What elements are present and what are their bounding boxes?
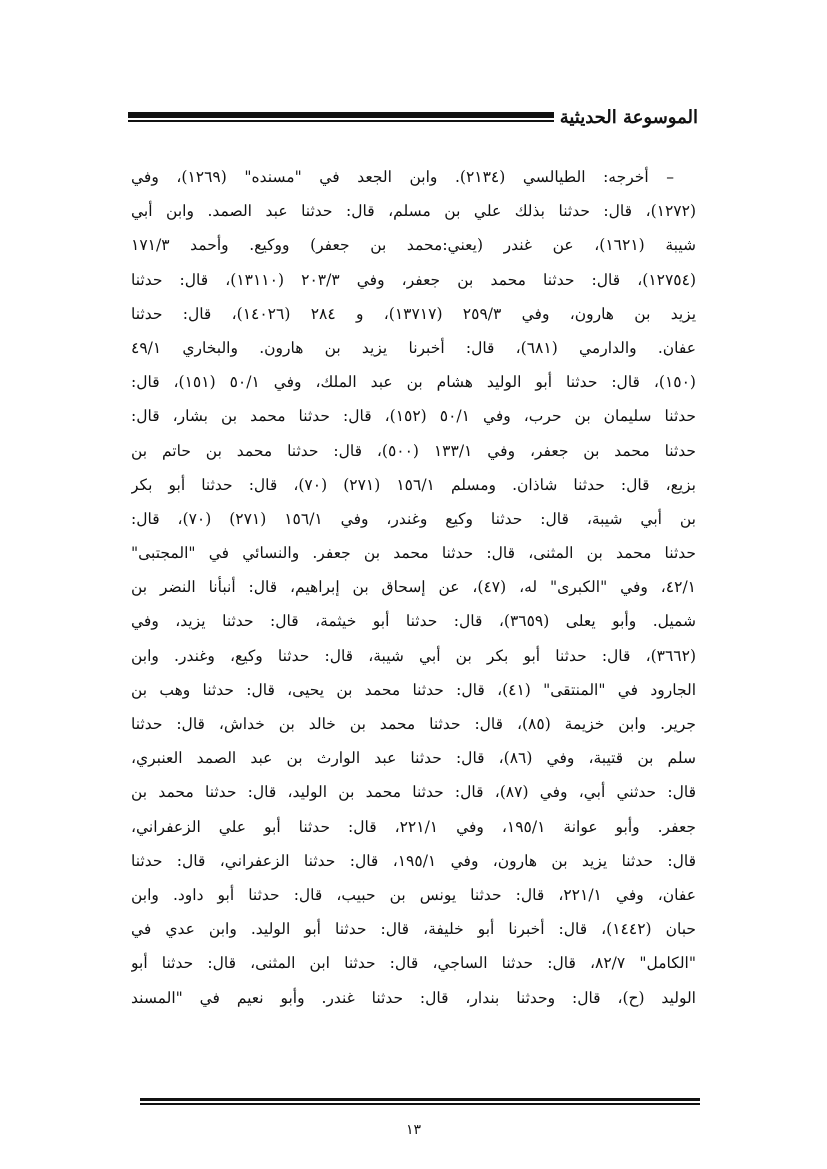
text-line: قال: حدثني أبي، وفي (٨٧)، قال: حدثنا محمد بن الوليد، قال: حدثنا محمد بن — [131, 783, 696, 802]
running-header — [128, 103, 698, 133]
text-line: (١٢٧٢)، قال: حدثنا بذلك علي بن مسلم، قال: حدثنا عبد الصمد. وابن أبي — [131, 202, 696, 221]
text-line: شيبة (١٦٢١)، عن غندر (يعني:محمد بن جعفر) ووكيع. وأحمد ١٧١/٣ — [131, 236, 696, 255]
text-line: بزيع، قال: حدثنا شاذان. ومسلم ١٥٦/١ (٢٧١) (٧٠)، قال: حدثنا أبو بكر — [131, 475, 696, 494]
text-line: ٤٢/١، وفي "الكبرى" له، (٤٧)، عن إسحاق بن إبراهيم، قال: أنبأنا النضر بن — [131, 578, 696, 597]
text-line: (٣٦٦٢)، قال: حدثنا أبو بكر بن أبي شيبة، قال: حدثنا وكيع، وغندر. وابن — [131, 646, 696, 665]
text-line: سلم بن قتيبة، وفي (٨٦)، قال: حدثنا عبد الوارث بن عبد الصمد العنبري، — [131, 749, 696, 768]
footer-rule-thin — [140, 1103, 700, 1105]
text-line: حدثنا سليمان بن حرب، وفي ٥٠/١ (١٥٢)، قال: حدثنا محمد بن بشار، قال: — [131, 407, 696, 426]
text-line: عفان، وفي ٢٢١/١، قال: حدثنا يونس بن حبيب، قال: حدثنا أبو داود. وابن — [131, 885, 696, 904]
body-text — [131, 160, 696, 1015]
text-line: (١٥٠)، قال: حدثنا أبو الوليد هشام بن عبد الملك، وفي ٥٠/١ (١٥١)، قال: — [131, 373, 696, 392]
header-title: الموسوعة الحديثية — [554, 103, 698, 133]
text-line: الجارود في "المنتقى" (٤١)، قال: حدثنا محمد بن يحيى، قال: حدثنا وهب بن — [131, 680, 696, 699]
footer-rule — [140, 1098, 700, 1106]
text-line: شميل. وأبو يعلى (٣٦٥٩)، قال: حدثنا أبو خيثمة، قال: حدثنا يزيد، وفي — [131, 612, 696, 631]
page-number: ١٣ — [405, 1122, 422, 1138]
text-line: حبان (١٤٤٢)، قال: أخبرنا أبو خليفة، قال: حدثنا أبو الوليد. وابن عدي في — [131, 920, 696, 939]
text-line: جرير. وابن خزيمة (٨٥)، قال: حدثنا محمد بن خالد بن خداش، قال: حدثنا — [131, 715, 696, 733]
text-line: "الكامل" ٨٢/٧، قال: حدثنا الساجي، قال: حدثنا ابن المثنى، قال: حدثنا أبو — [131, 954, 696, 973]
text-line: يزيد بن هارون، وفي ٢٥٩/٣ (١٣٧١٧)، و ٢٨٤ (١٤٠٢٦)، قال: حدثنا — [131, 304, 696, 323]
text-line: قال: حدثنا يزيد بن هارون، وفي ١٩٥/١، قال: حدثنا الزعفراني، قال: حدثنا — [131, 851, 696, 870]
text-line: الوليد (ح)، قال: وحدثنا بندار، قال: حدثنا غندر. وأبو نعيم في "المسند — [131, 988, 696, 1007]
text-line: عفان. والدارمي (٦٨١)، قال: أخبرنا يزيد بن هارون. والبخاري ٤٩/١ — [131, 338, 696, 357]
text-line: حدثنا محمد بن جعفر، وفي ١٣٣/١ (٥٠٠)، قال: حدثنا محمد بن حاتم بن — [131, 441, 696, 460]
text-line: (١٢٧٥٤)، قال: حدثنا محمد بن جعفر، وفي ٢٠٣/٣ (١٣١١٠)، قال: حدثنا — [131, 270, 696, 289]
footer-rule-thick — [140, 1098, 700, 1101]
text-line: حدثنا محمد بن المثنى، قال: حدثنا محمد بن جعفر. والنسائي في "المجتبى" — [131, 544, 696, 563]
text-line: جعفر. وأبو عوانة ١٩٥/١، وفي ٢٢١/١، قال: حدثنا أبو علي الزعفراني، — [131, 817, 696, 836]
text-line: بن أبي شيبة، قال: حدثنا وكيع وغندر، وفي ١٥٦/١ (٢٧١) (٧٠)، قال: — [131, 509, 696, 528]
text-line: – أخرجه: الطيالسي (٢١٣٤). وابن الجعد في "مسنده" (١٢٦٩)، وفي — [131, 168, 674, 186]
